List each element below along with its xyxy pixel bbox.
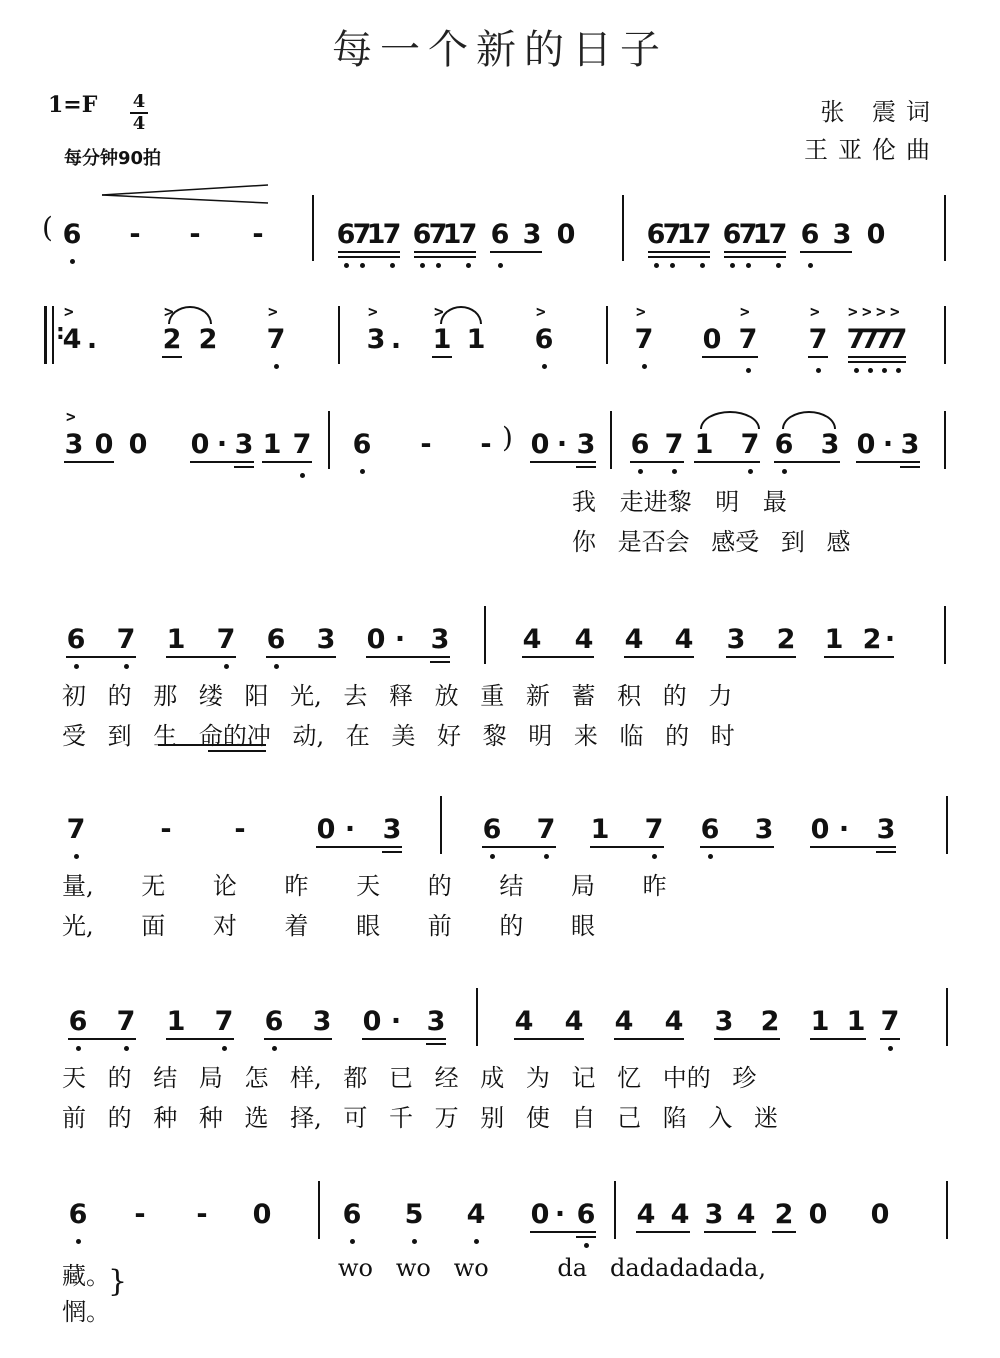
beam-underline	[714, 1038, 780, 1040]
tempo-marking: 每分钟90拍	[64, 148, 162, 169]
lyric-v1-line5: 藏。	[62, 1262, 110, 1290]
beam-underline	[800, 251, 852, 253]
beam-underline	[726, 656, 796, 658]
barline	[606, 306, 608, 364]
barline	[944, 195, 946, 261]
barline	[484, 606, 486, 664]
paren-close: )	[502, 421, 513, 454]
beam-underline	[262, 461, 312, 463]
beam-underline	[362, 1038, 446, 1040]
barline	[614, 1181, 616, 1239]
beam-underline	[876, 851, 896, 853]
key-signature: 1=F	[48, 92, 98, 118]
composer-credit: 王亚伦曲	[804, 136, 940, 164]
beam-underline	[490, 251, 542, 253]
beam-underline	[414, 256, 476, 258]
vocalise-lyrics: wo wo wo da dadadadada,	[338, 1254, 766, 1282]
slur	[782, 411, 836, 429]
beam-underline	[724, 256, 786, 258]
lyric-v1-line4: 天 的 结 局 怎 样, 都 已 经 成 为 记 忆 中的 珍	[62, 1064, 757, 1092]
beam-underline	[856, 461, 920, 463]
beam-underline	[426, 1043, 446, 1045]
beam-underline	[68, 1038, 136, 1040]
beam-underline	[648, 256, 710, 258]
beam-underline	[530, 1231, 596, 1233]
beam-underline	[848, 361, 906, 363]
beam-underline	[430, 661, 450, 663]
barline	[328, 411, 330, 469]
barline	[440, 796, 442, 854]
barline	[476, 988, 478, 1046]
beam-underline	[264, 1038, 332, 1040]
diminuendo-hairpin	[100, 183, 270, 207]
slur	[440, 306, 482, 324]
beam-underline	[316, 846, 402, 848]
beam-underline	[900, 466, 920, 468]
beam-underline	[702, 356, 758, 358]
beam-underline	[772, 1231, 796, 1233]
lyric-v1-line1: 我 走进黎 明 最	[572, 488, 787, 516]
barline	[622, 195, 624, 261]
lyric-v2-line1: 你 是否会 感受 到 感	[572, 528, 851, 556]
beam-underline	[848, 356, 906, 358]
barline	[946, 796, 948, 854]
beam-underline	[530, 461, 596, 463]
repeat-dots: :	[56, 320, 65, 345]
beam-underline	[824, 656, 894, 658]
lyric-v1-line3: 量, 无 论 昨 天 的 结 局 昨	[62, 872, 667, 900]
barline	[338, 306, 340, 364]
barline	[944, 606, 946, 664]
beam-underline	[614, 1038, 684, 1040]
beam-underline	[880, 1038, 900, 1040]
beam-underline	[704, 1231, 756, 1233]
beam-underline	[700, 846, 774, 848]
beam-underline	[694, 461, 760, 463]
beam-underline	[810, 846, 896, 848]
barline	[312, 195, 314, 261]
beam-underline	[64, 461, 114, 463]
time-signature: 4 4	[128, 92, 150, 134]
song-title: 每一个新的日子	[332, 27, 668, 73]
beam-underline	[366, 656, 450, 658]
lyric-v1-line2: 初 的 那 缕 阳 光, 去 释 放 重 新 蓄 积 的 力	[62, 682, 733, 710]
beam-underline	[808, 356, 828, 358]
beam-underline	[166, 1038, 234, 1040]
beam-underline	[158, 744, 266, 746]
beam-underline	[166, 656, 236, 658]
beam-underline	[630, 461, 684, 463]
lyric-v2-line3: 光, 面 对 着 眼 前 的 眼	[62, 912, 596, 940]
barline	[946, 1181, 948, 1239]
beam-underline	[624, 656, 694, 658]
beam-underline	[432, 356, 452, 358]
barline	[44, 306, 47, 364]
beam-underline	[774, 461, 840, 463]
beam-underline	[208, 750, 266, 752]
beam-underline	[576, 466, 596, 468]
beam-underline	[66, 656, 136, 658]
beam-underline	[724, 251, 786, 253]
beam-underline	[576, 1236, 596, 1238]
barline	[318, 1181, 320, 1239]
barline	[610, 411, 612, 469]
paren-open: (	[42, 211, 53, 244]
beam-underline	[190, 461, 254, 463]
beam-underline	[648, 251, 710, 253]
slur	[700, 411, 760, 429]
lyricist-credit: 张 震词	[820, 98, 940, 126]
barline	[944, 411, 946, 469]
beam-underline	[810, 1038, 866, 1040]
beam-underline	[338, 251, 400, 253]
beam-underline	[162, 356, 182, 358]
beam-underline	[482, 846, 556, 848]
beam-underline	[514, 1038, 584, 1040]
beam-underline	[522, 656, 594, 658]
slur	[168, 306, 212, 324]
barline	[52, 306, 54, 364]
barline	[944, 306, 946, 364]
lyric-v2-line5: 惘。	[62, 1298, 110, 1326]
beam-underline	[266, 656, 336, 658]
beam-underline	[382, 851, 402, 853]
beam-underline	[414, 251, 476, 253]
lyric-v2-line2: 受 到 生 命的冲 动, 在 美 好 黎 明 来 临 的 时	[62, 722, 735, 750]
beam-underline	[636, 1231, 690, 1233]
verse-brace: }	[108, 1264, 128, 1299]
beam-underline	[338, 256, 400, 258]
barline	[946, 988, 948, 1046]
beam-underline	[234, 466, 254, 468]
lyric-v2-line4: 前 的 种 种 选 择, 可 千 万 别 使 自 己 陷 入 迷	[62, 1104, 779, 1132]
beam-underline	[590, 846, 664, 848]
